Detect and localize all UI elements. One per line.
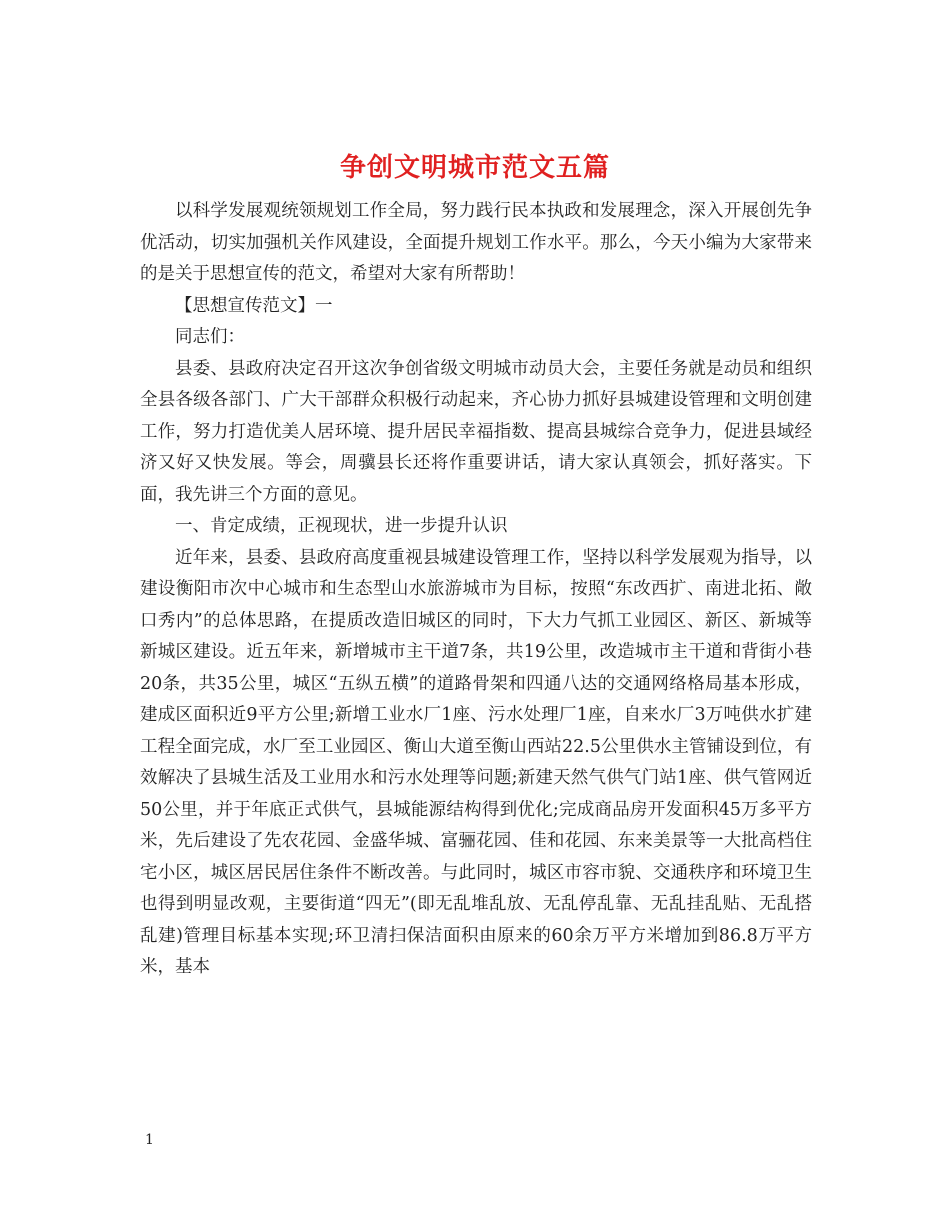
paragraph-section-heading: 【思想宣传范文】一: [175, 295, 333, 316]
document-body: [140, 196, 812, 984]
paragraph-opening: 县委、县政府决定召开这次争创省级文明城市动员大会，主要任务就是动员和组织全县各级各部门、广大干部群众积极行动起来，齐心协力抓好县城建设管理和文明创建工作，努力打造优美人居环境、提升居民幸福指数、提高县城综合竞争力，促进县域经济又好又快发展。等会，周骥县长还将作重要讲话，请大家认真领会，抓好落实。下面，我先讲三个方面的意见。: [140, 358, 812, 505]
paragraph-subheading-1: 一、肯定成绩，正视现状，进一步提升认识: [175, 516, 508, 536]
paragraph-salutation: 同志们：: [175, 327, 245, 347]
page-number: 1: [145, 1132, 154, 1148]
document-title: 争创文明城市范文五篇: [339, 153, 610, 184]
paragraph-achievements: 近年来，县委、县政府高度重视县城建设管理工作，坚持以科学发展观为指导，以建设衡阳市次中心城市和生态型山水旅游城市为目标，按照“东改西扩、南进北拓、敞口秀内”的总体思路，在提质改造旧城区的同时，下大力气抓工业园区、新区、新城等新城区建设。近五年来，新增城市主干道7条，共19公里，改造城市主干道和背街小巷20条，共35公里，城区“五纵五横”的道路骨架和四通八达的交通网络格局基本形成，建成区面积近9平方公里;新增工业水厂1座、污水处理厂1座，自来水厂3万吨供水扩建工程全面完成，水厂至工业园区、衡山大道至衡山西站22.5公里供水主管铺设到位，有效解决了县城生活及工业用水和污水处理等问题;新建天然气供气门站1座、供气管网近50公里，并于年底正式供气，县城能源结构得到优化;完成商品房开发面积45万多平方米，先后建设了先农花园、金盛华城、富骊花园、佳和花园、东来美景等一大批高档住宅小区，城区居民居住条件不断改善。与此同时，城区市容市貌、交通秩序和环境卫生也得到明显改观，主要街道“四无”(即无乱堆乱放、无乱停乱靠、无乱挂乱贴、无乱搭乱建)管理目标基本实现;环卫清扫保洁面积由原来的60余万平方米增加到86.8万平方米，基本: [140, 547, 812, 977]
paragraph-intro: 以科学发展观统领规划工作全局，努力践行民本执政和发展理念，深入开展创先争优活动，切实加强机关作风建设，全面提升规划工作水平。那么，今天小编为大家带来的是关于思想宣传的范文，希望对大家有所帮助！: [140, 201, 812, 284]
